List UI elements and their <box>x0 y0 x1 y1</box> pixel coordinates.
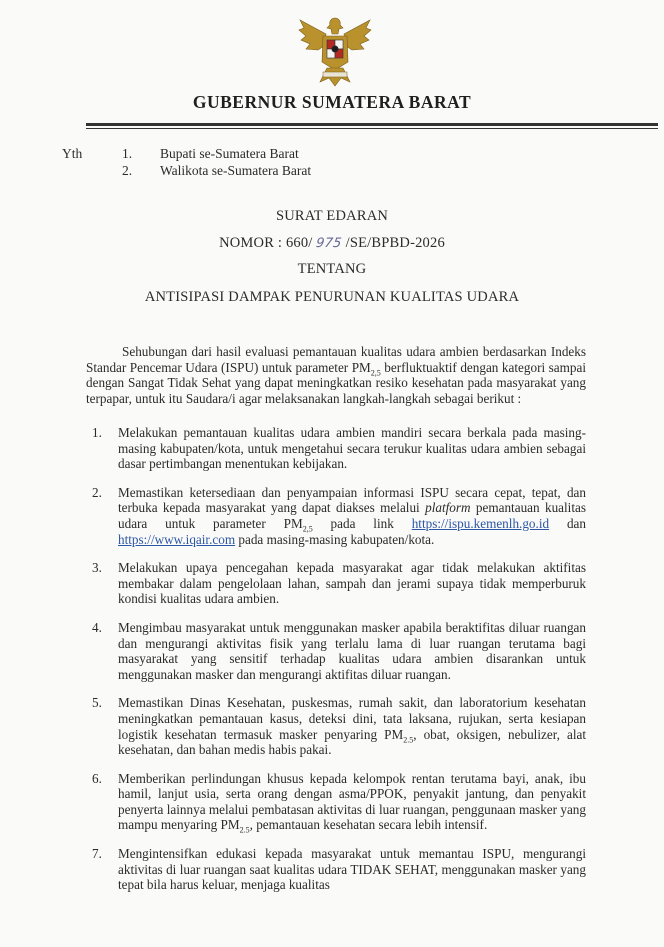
list-item-text: Mengintensifkan edukasi kepada masyarakat untuk memantau ISPU, mengurangi aktivitas di luar ruangan saat kualitas udara TIDAK SEHAT, menggunakan masker yang tepat bila harus keluar, menjaga kualitas <box>118 846 586 893</box>
letter-subject: ANTISIPASI DAMPAK PENURUNAN KUALITAS UDARA <box>144 289 520 305</box>
list-item-number: 3. <box>92 560 102 576</box>
recipient-item: Walikota se-Sumatera Barat <box>160 163 312 178</box>
letter-number <box>0 235 664 252</box>
list-item-text: Melakukan pemantauan kualitas udara ambien mandiri secara berkala pada masing-masing kabupaten/kota, untuk mengetahui secara terukur kualitas udara ambien sebagai dasar pertimbangan menentukan kebijakan. <box>118 425 586 472</box>
list-item-number: 7. <box>92 846 102 862</box>
letter-type: SURAT EDARAN <box>275 208 389 224</box>
list-item-number: 5. <box>92 695 102 711</box>
list-item <box>86 620 586 682</box>
letter-number-suffix: /SE/BPBD-2026 <box>345 235 445 251</box>
recipient-number: 2. <box>122 163 133 178</box>
list-item <box>86 846 586 893</box>
list-item: 6. Memberikan perlindungan khusus kepada kelompok rentan terutama bayi, anak, ibu hamil, lanjut usia, serta orang dengan asma/PPOK, penyakit jantung, dan penyakit penyerta lainnya melalui pembatasan aktivitas di luar ruangan, penggunaan masker yang mampu menyaring $PM_{2.5}$, pemantauan kesehatan secara lebih intensif. <box>92 770 586 836</box>
intro-paragraph: Sehubungan dari hasil evaluasi pemantauan kualitas udara ambien berdasarkan Indeks Standar Pencemar Udara (ISPU) untuk parameter $PM_{2,5}$ berfluktuaktif dengan kategori sampai dengan Sangat Tidak Sehat yang dapat meningkatkan resiko kesehatan pada masyarakat yang terpapar, untuk itu Saudara/i agar melaksanakan langkah-langkah sebagai berikut : <box>86 344 586 406</box>
list-item-text: Melakukan upaya pencegahan kepada masyarakat agar tidak melakukan aktifitas membakar dalam pengelolaan lahan, sampah dan jerami supaya tidak memperburuk kondisi kualitas udara ambien. <box>118 560 586 607</box>
instruction-list <box>86 425 586 906</box>
list-item: 2. Memastikan ketersediaan dan penyampaian informasi ISPU secara cepat, tepat, dan terbuka kepada masyarakat yang dapat diakses melalui platform pemantauan kualitas udara untuk parameter $PM_{2,5}$ pada link https://ispu.kemenlh.go.id dan https://www.iqair.com pada masing-masing kabupaten/kota. <box>92 484 586 547</box>
list-item-number: 1. <box>92 425 102 440</box>
header-rule-thick <box>86 123 658 126</box>
recipient-item: Bupati se-Sumatera Barat <box>160 146 299 161</box>
list-item-number: 2. <box>92 484 102 500</box>
header-rule-thin <box>86 128 658 129</box>
governor-title: GUBERNUR SUMATERA BARAT <box>192 92 472 112</box>
iqair-link[interactable]: https://www.iqair.com <box>118 531 236 547</box>
garuda-emblem-icon <box>296 12 374 90</box>
list-item-number: 4. <box>92 619 102 635</box>
letter-about: TENTANG <box>297 261 367 277</box>
list-item <box>86 425 586 472</box>
list-item <box>86 560 586 607</box>
recipient-number: 1. <box>122 146 133 161</box>
list-item-text: Mengimbau masyarakat untuk menggunakan masker apabila beraktifitas diluar ruangan dan mengurangi aktivitas fisik yang terlalu lama di luar ruangan terutama bagi masyarakat yang sensitif terhadap kualitas udara ambien disarankan untuk menggunakan masker dan mengurangi aktifitas diluar ruangan. <box>118 619 586 682</box>
list-item-number: 6. <box>92 770 102 786</box>
letter-number-handwritten: 975 <box>315 236 343 251</box>
letter-number-prefix: NOMOR : 660/ <box>219 235 313 251</box>
recipients-label: Yth <box>62 146 83 161</box>
list-item: 5. Memastikan Dinas Kesehatan, puskesmas, rumah sakit, dan laboratorium kesehatan meningkatkan pemantauan kasus, deteksi dini, tata laksana, rujukan, serta kesiapan logistik kesehatan termasuk masker penyaring $PM_{2.5}$, obat, oksigen, nebulizer, alat kesehatan, dan bahan medis habis pakai. <box>92 695 586 758</box>
ispu-link[interactable]: https://ispu.kemenlh.go.id <box>411 515 550 531</box>
